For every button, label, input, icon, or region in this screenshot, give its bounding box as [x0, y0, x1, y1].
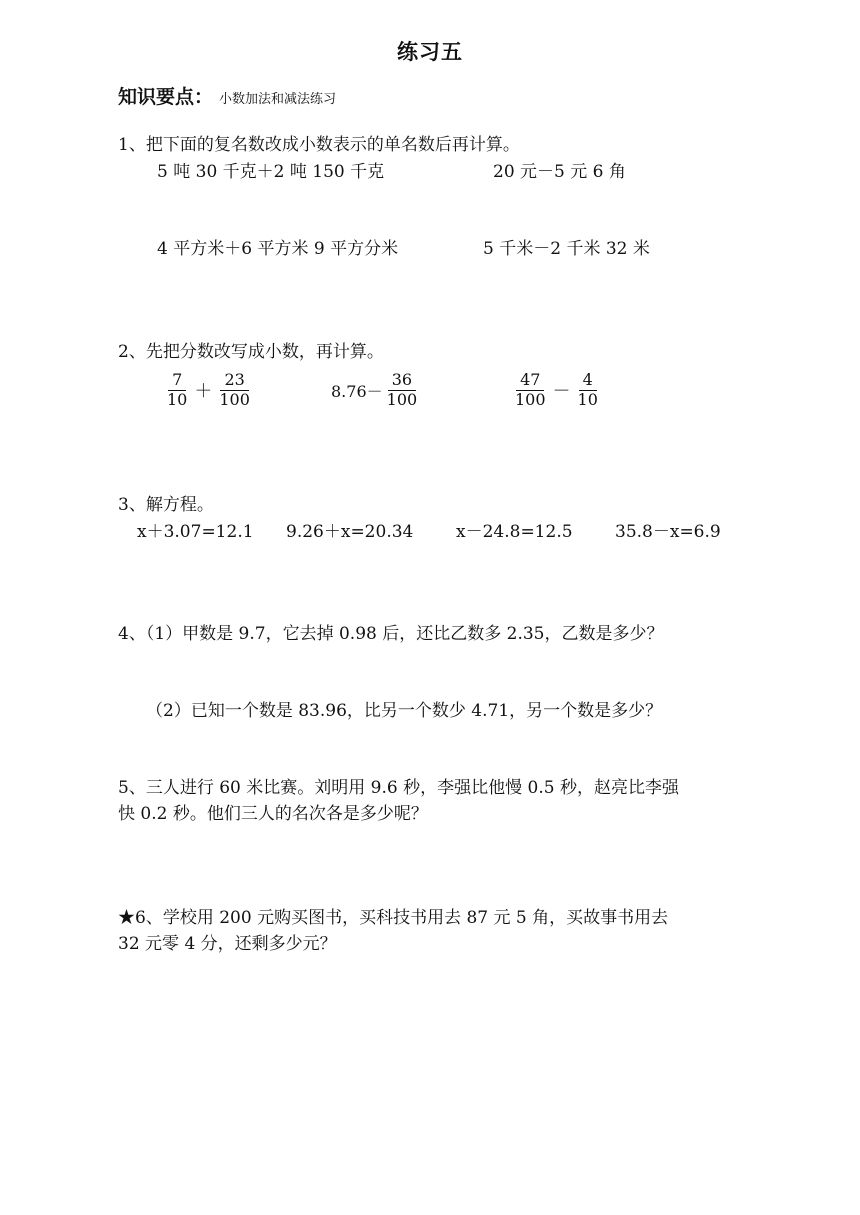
q1-item-3: 4 平方米＋6 平方米 9 平方分米 [157, 239, 399, 259]
q1-item-4: 5 千米－2 千米 32 米 [483, 239, 650, 259]
q2-expression-3: $\frac{47}{100}$ － $\frac{4}{10}$ [511, 372, 602, 409]
q2-expression-1: $\frac{7}{10}$ ＋ $\frac{23}{100}$ [163, 372, 254, 409]
q6-line-2: 32 元零 4 分，还剩多少元？ [118, 934, 337, 954]
q1-item-2: 20 元－5 元 6 角 [493, 162, 626, 182]
fraction: $\frac{47}{100}$ [515, 370, 546, 409]
fraction: $\frac{4}{10}$ [577, 370, 598, 409]
q2-expression-2: 8.76－ $\frac{36}{100}$ [331, 372, 421, 409]
q3-equation-4: 35.8－x=6.9 [615, 522, 721, 542]
fraction: $\frac{36}{100}$ [386, 370, 418, 409]
q6-line-1: ★6、学校用 200 元购买图书，买科技书用去 87 元 5 角，买故事书用去 [118, 908, 669, 928]
key-points-text: 小数加法和减法练习 [219, 92, 337, 107]
q5-line-1: 5、三人进行 60 米比赛。刘明用 9.6 秒，李强比他慢 0.5 秒，赵亮比李强 [118, 778, 679, 798]
q1-item-1: 5 吨 30 千克＋2 吨 150 千克 [157, 162, 385, 182]
q4-part-1: 4、（1）甲数是 9.7，它去掉 0.98 后，还比乙数多 2.35，乙数是多少？ [118, 624, 664, 644]
key-points [118, 82, 336, 109]
q3-equation-2: 9.26＋x=20.34 [286, 522, 414, 542]
page-title: 练习五 [397, 39, 463, 64]
q5-line-2: 快 0.2 秒。他们三人的名次各是多少呢？ [118, 804, 428, 824]
fraction: $\frac{23}{100}$ [219, 370, 250, 409]
q2-prompt: 2、先把分数改写成小数，再计算。 [118, 342, 384, 362]
fraction: $\frac{7}{10}$ [167, 370, 188, 409]
key-points-label: 知识要点： [118, 86, 214, 108]
q4-part-2: （2）已知一个数是 83.96，比另一个数少 4.71，另一个数是多少？ [146, 701, 663, 721]
q3-equation-3: x－24.8=12.5 [456, 522, 573, 542]
q3-equation-1: x＋3.07=12.1 [137, 522, 254, 542]
q3-prompt: 3、解方程。 [118, 495, 214, 515]
q1-prompt: 1、把下面的复名数改成小数表示的单名数后再计算。 [118, 135, 520, 155]
